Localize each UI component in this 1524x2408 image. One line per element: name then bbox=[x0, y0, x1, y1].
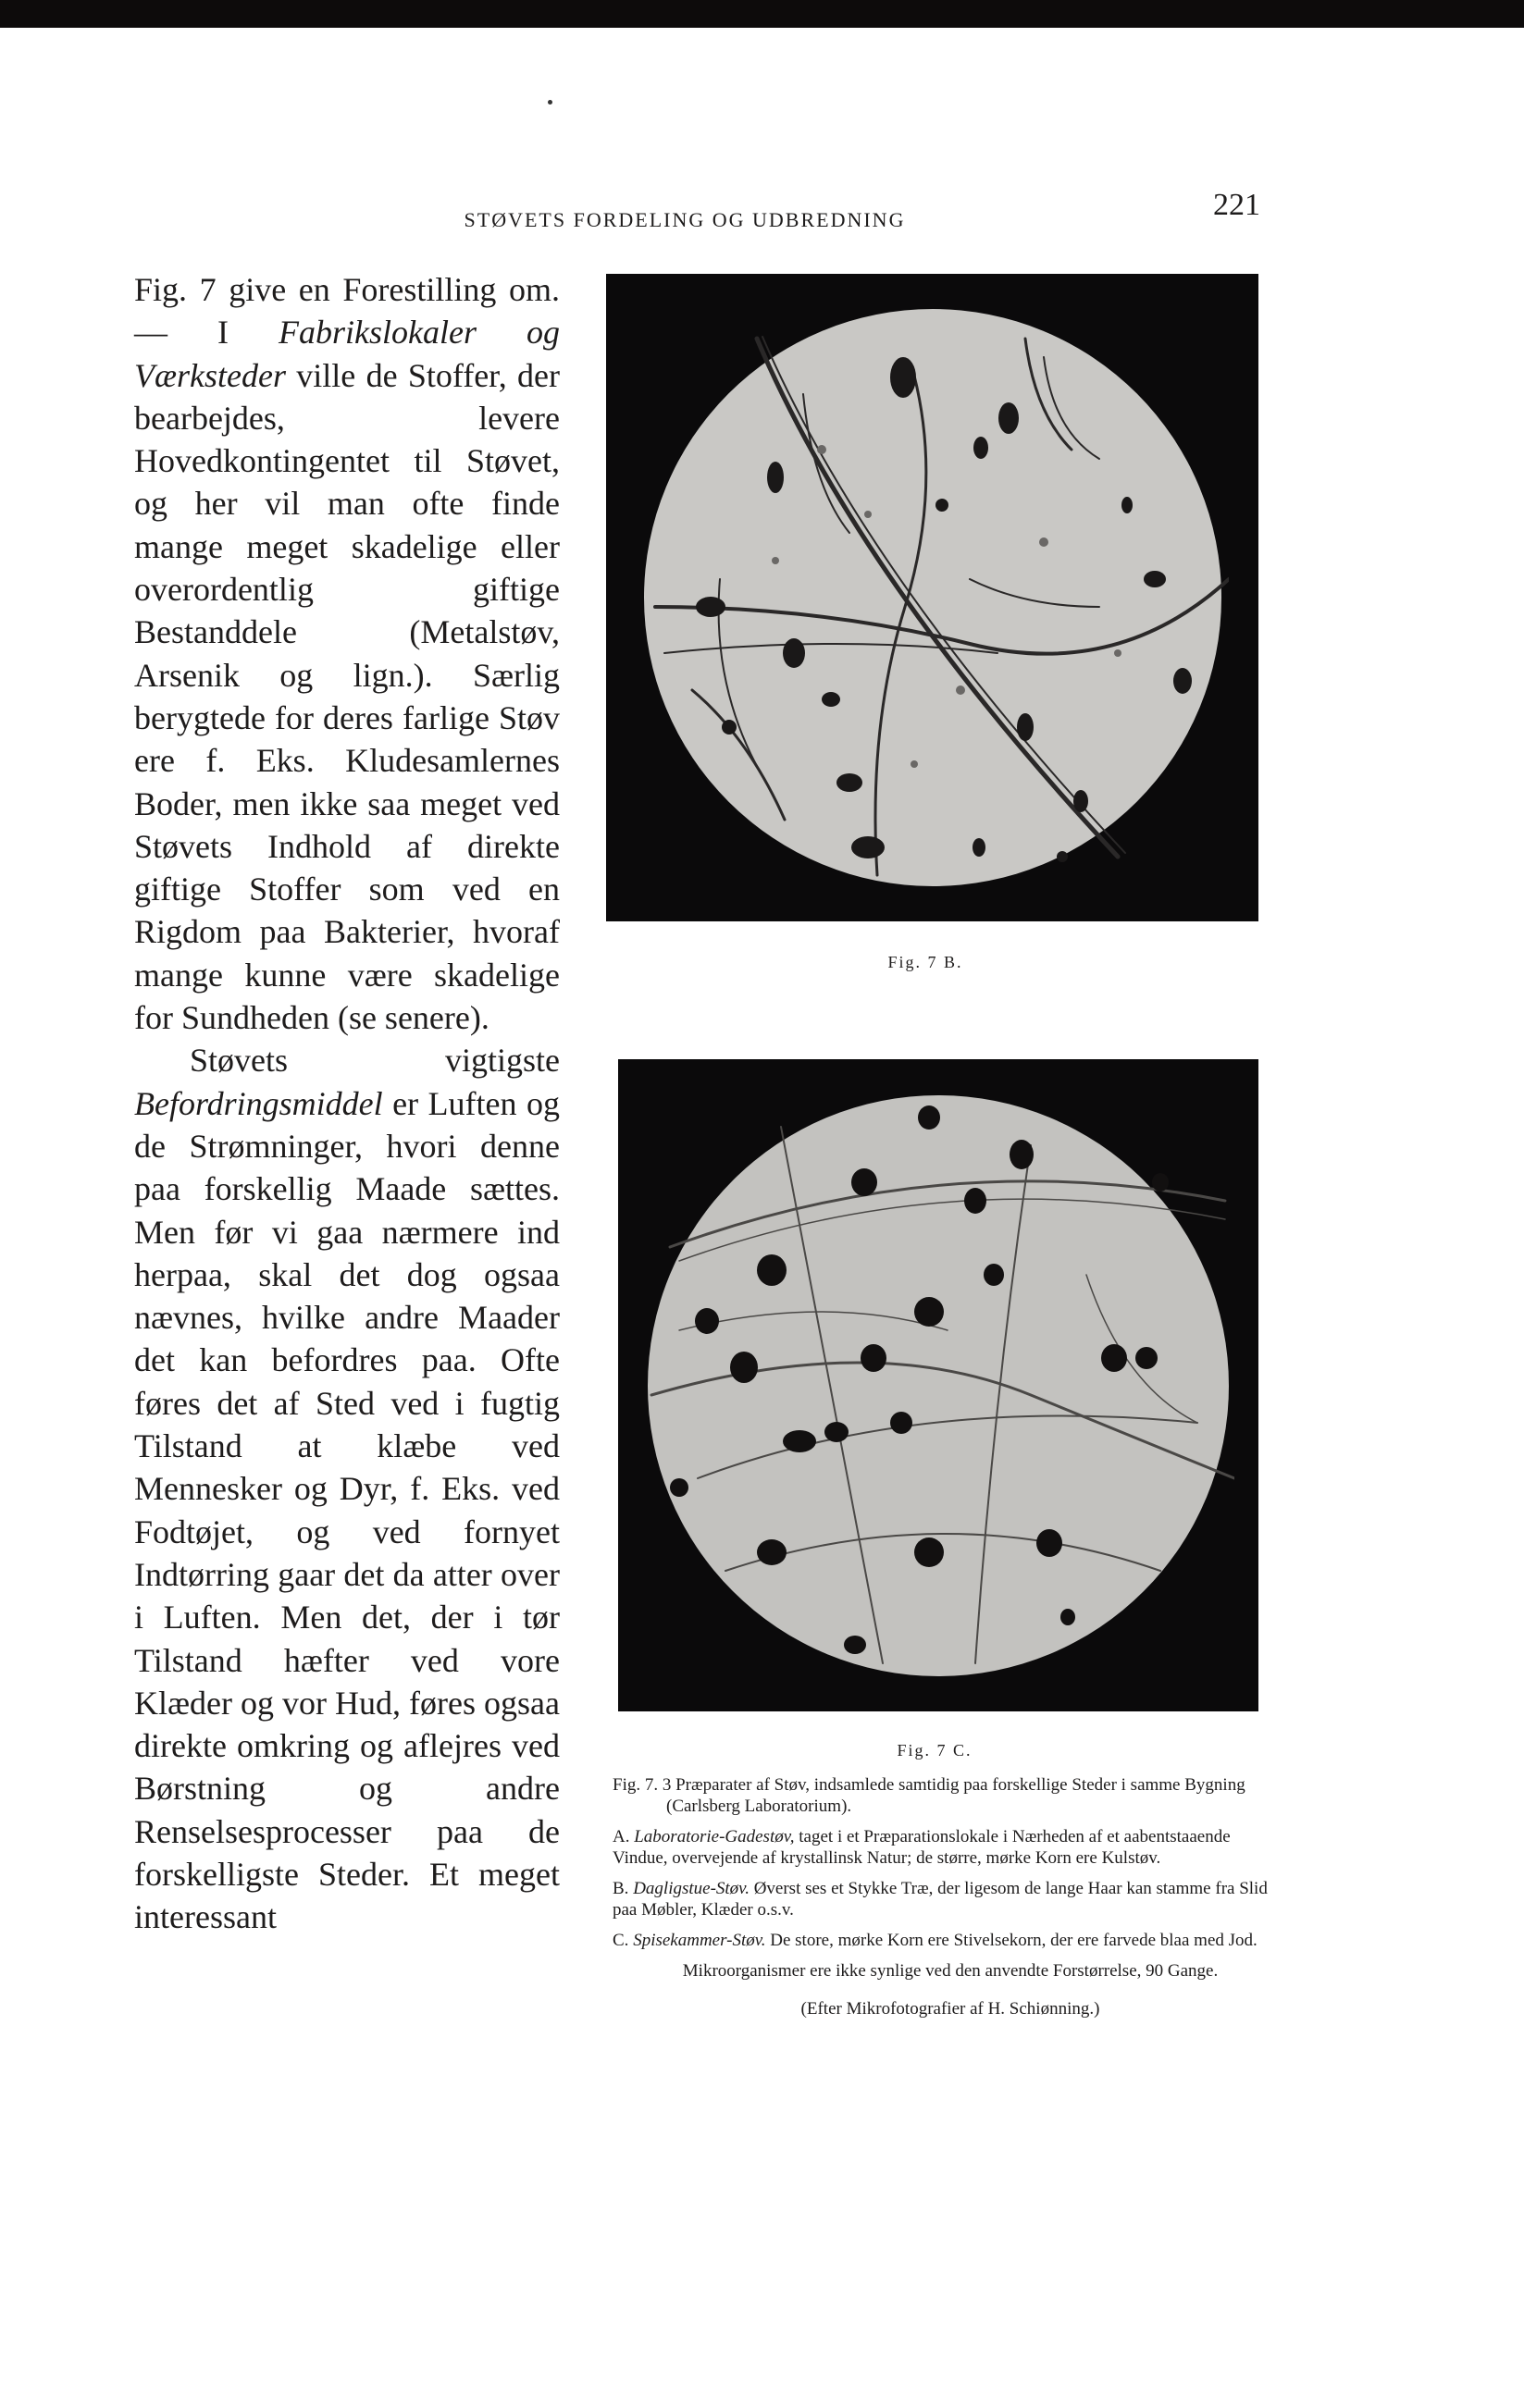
p1-italic-term: Fabrikslokaler og Værksteder bbox=[134, 314, 560, 394]
caption-c-text: De store, mørke Korn ere Stivelsekorn, der ere farvede blaa med Jod. bbox=[765, 1931, 1258, 1950]
body-text-column bbox=[134, 268, 560, 1939]
paragraph-1 bbox=[134, 268, 560, 1039]
p1-text-b: ville de Stoffer, der bearbejdes, levere Hovedkontingentet til Støvet, og her vil man ofte finde mange meget skadelige eller overordentlig giftige Bestanddele (Metalstøv, Arsenik og lign.). Særlig berygtede for deres farlige Støv ere f. Eks. Kludesamlernes Boder, men ikke saa meget ved Støvets Indhold af direkte giftige Stoffer som ved en Rigdom paa Bakterier, hvoraf mange kunne være skadelige for Sundheden (se senere). bbox=[134, 356, 560, 1037]
caption-item-a bbox=[613, 1826, 1288, 1869]
running-head: STØVETS FORDELING OG UDBREDNING bbox=[464, 208, 906, 231]
caption-a-text: taget i et Præparationslokale i Nærheden af et aabentstaaende Vindue, overvejende af krystallinsk Natur; de større, mørke Korn ere Kulstøv. bbox=[613, 1827, 1231, 1868]
figure-7b-plate bbox=[606, 274, 1258, 921]
p2-italic-term: Befordringsmiddel bbox=[134, 1084, 383, 1122]
caption-a-prefix: A. bbox=[613, 1827, 635, 1846]
caption-b-text: Øverst ses et Stykke Træ, der ligesom de lange Haar kan stamme fra Slid paa Møbler, Klæder o.s.v. bbox=[613, 1879, 1268, 1920]
figure-7c-label: Fig. 7 C. bbox=[897, 1741, 973, 1760]
caption-c-title: Spisekammer-Støv. bbox=[633, 1931, 766, 1950]
page-number: 221 bbox=[1213, 188, 1260, 222]
p2-text-a: Støvets vigtigste bbox=[190, 1042, 560, 1080]
caption-a-title: Laboratorie-Gadestøv, bbox=[634, 1827, 795, 1846]
caption-b-prefix: B. bbox=[613, 1879, 634, 1898]
figure-7c-micrograph bbox=[642, 1090, 1234, 1682]
p2-text-b: er Luften og de Strømninger, hvori denne paa forskellig Maade sættes. Men før vi gaa nærmere ind herpaa, skal det dog ogsaa nævnes, hvilke andre Maader det kan befordres paa. Ofte føres det af Sted ved i fugtig Tilstand at klæbe ved Mennesker og Dyr, f. Eks. ved Fodtøjet, og ved fornyet Indtørring gaar det da atter over i Luften. Men det, der i tør Tilstand hæfter ved vore Klæder og vor Hud, føres ogsaa direkte omkring og aflejres ved Børstning og andre Renselsesprocesser paa de forskelligste Steder. Et meget interessant bbox=[134, 1084, 560, 1936]
caption-item-c bbox=[613, 1930, 1288, 1951]
caption-c-prefix: C. bbox=[613, 1931, 634, 1950]
figure-7b-label: Fig. 7 B. bbox=[887, 953, 963, 971]
scan-top-edge bbox=[0, 0, 1524, 28]
caption-credit: (Efter Mikrofotografier af H. Schiønning.) bbox=[800, 1999, 1100, 2019]
figure-7c-plate bbox=[618, 1059, 1258, 1711]
figure-7b-micrograph bbox=[637, 302, 1229, 894]
caption-main: Fig. 7. 3 Præparater af Støv, indsamlede samtidig paa forskellige Steder i samme Bygning (Carlsberg Laboratorium). bbox=[613, 1775, 1245, 1816]
caption-b-title: Dagligstue-Støv. bbox=[633, 1879, 750, 1898]
caption-magnification-note: Mikroorganismer ere ikke synlige ved den anvendte Forstørrelse, 90 Gange. bbox=[682, 1961, 1219, 1981]
print-speck bbox=[548, 100, 552, 105]
p1-text-a: Fig. 7 give en Forestilling om. — I bbox=[134, 271, 560, 352]
caption-item-b bbox=[613, 1878, 1288, 1920]
paragraph-2 bbox=[134, 1039, 560, 1938]
figure-caption bbox=[613, 1774, 1288, 2029]
